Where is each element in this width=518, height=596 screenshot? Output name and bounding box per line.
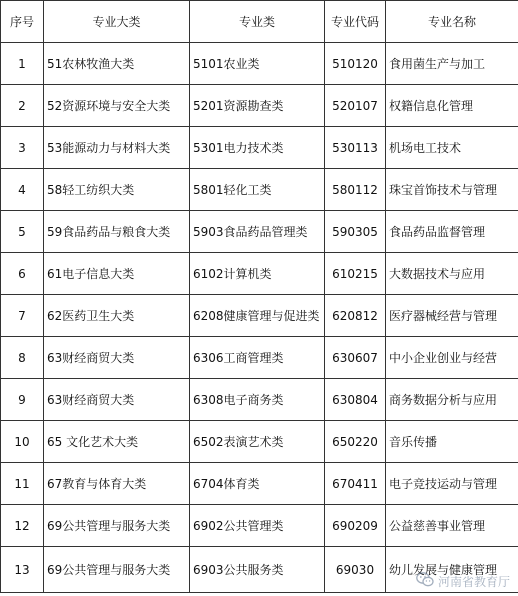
table-row [1, 169, 518, 211]
cell-num: 1 [1, 43, 44, 85]
cell-code: 590305 [325, 211, 386, 253]
cell-name: 食品药品监督管理 [386, 211, 518, 253]
cell-class: 6902公共管理类 [190, 505, 325, 547]
cell-category: 69公共管理与服务大类 [44, 547, 190, 593]
cell-code: 520107 [325, 85, 386, 127]
cell-code: 630804 [325, 379, 386, 421]
cell-code: 510120 [325, 43, 386, 85]
table-row [1, 547, 518, 593]
cell-num: 8 [1, 337, 44, 379]
cell-category: 63财经商贸大类 [44, 379, 190, 421]
cell-category: 59食品药品与粮食大类 [44, 211, 190, 253]
cell-category: 69公共管理与服务大类 [44, 505, 190, 547]
cell-num: 3 [1, 127, 44, 169]
header-category: 专业大类 [44, 1, 190, 43]
cell-name: 珠宝首饰技术与管理 [386, 169, 518, 211]
cell-category: 58轻工纺织大类 [44, 169, 190, 211]
table-row [1, 253, 518, 295]
cell-class: 5801轻化工类 [190, 169, 325, 211]
cell-num: 10 [1, 421, 44, 463]
header-name: 专业名称 [386, 1, 518, 43]
cell-num: 6 [1, 253, 44, 295]
cell-num: 11 [1, 463, 44, 505]
watermark-text: 河南省教育厅 [437, 574, 510, 589]
header-num: 序号 [1, 1, 44, 43]
cell-code: 620812 [325, 295, 386, 337]
cell-category: 67教育与体育大类 [44, 463, 190, 505]
cell-name: 权籍信息化管理 [386, 85, 518, 127]
cell-code: 630607 [325, 337, 386, 379]
cell-code: 610215 [325, 253, 386, 295]
cell-class: 6308电子商务类 [190, 379, 325, 421]
cell-num: 2 [1, 85, 44, 127]
header-code: 专业代码 [325, 1, 386, 43]
table-row [1, 337, 518, 379]
cell-class: 6306工商管理类 [190, 337, 325, 379]
cell-name: 医疗器械经营与管理 [386, 295, 518, 337]
cell-class: 5101农业类 [190, 43, 325, 85]
cell-name: 大数据技术与应用 [386, 253, 518, 295]
table-row [1, 295, 518, 337]
cell-num: 5 [1, 211, 44, 253]
table-row [1, 463, 518, 505]
cell-num: 7 [1, 295, 44, 337]
table-row [1, 85, 518, 127]
cell-category: 65 文化艺术大类 [44, 421, 190, 463]
cell-code: 69030 [325, 547, 386, 593]
cell-category: 62医药卫生大类 [44, 295, 190, 337]
cell-category: 61电子信息大类 [44, 253, 190, 295]
cell-name: 商务数据分析与应用 [386, 379, 518, 421]
cell-category: 63财经商贸大类 [44, 337, 190, 379]
table-row [1, 211, 518, 253]
table-row [1, 43, 518, 85]
cell-name: 公益慈善事业管理 [386, 505, 518, 547]
table-row [1, 421, 518, 463]
cell-name: 机场电工技术 [386, 127, 518, 169]
cell-category: 53能源动力与材料大类 [44, 127, 190, 169]
cell-class: 6102计算机类 [190, 253, 325, 295]
cell-class: 6502表演艺术类 [190, 421, 325, 463]
cell-code: 690209 [325, 505, 386, 547]
cell-code: 650220 [325, 421, 386, 463]
cell-class: 6903公共服务类 [190, 547, 325, 593]
cell-name: 食用菌生产与加工 [386, 43, 518, 85]
cell-category: 51农林牧渔大类 [44, 43, 190, 85]
cell-code: 670411 [325, 463, 386, 505]
cell-category: 52资源环境与安全大类 [44, 85, 190, 127]
cell-class: 5201资源勘查类 [190, 85, 325, 127]
cell-code: 580112 [325, 169, 386, 211]
cell-name: 电子竞技运动与管理 [386, 463, 518, 505]
cell-name: 幼儿发展与健康管理 [386, 547, 518, 593]
header-class: 专业类 [190, 1, 325, 43]
table-row [1, 127, 518, 169]
table-row [1, 379, 518, 421]
cell-code: 530113 [325, 127, 386, 169]
cell-name: 音乐传播 [386, 421, 518, 463]
cell-class: 5301电力技术类 [190, 127, 325, 169]
cell-num: 4 [1, 169, 44, 211]
cell-num: 13 [1, 547, 44, 593]
cell-name: 中小企业创业与经营 [386, 337, 518, 379]
table-row [1, 505, 518, 547]
table-header-row [1, 1, 518, 43]
cell-num: 9 [1, 379, 44, 421]
cell-class: 6704体育类 [190, 463, 325, 505]
cell-class: 5903食品药品管理类 [190, 211, 325, 253]
cell-num: 12 [1, 505, 44, 547]
cell-class: 6208健康管理与促进类 [190, 295, 325, 337]
